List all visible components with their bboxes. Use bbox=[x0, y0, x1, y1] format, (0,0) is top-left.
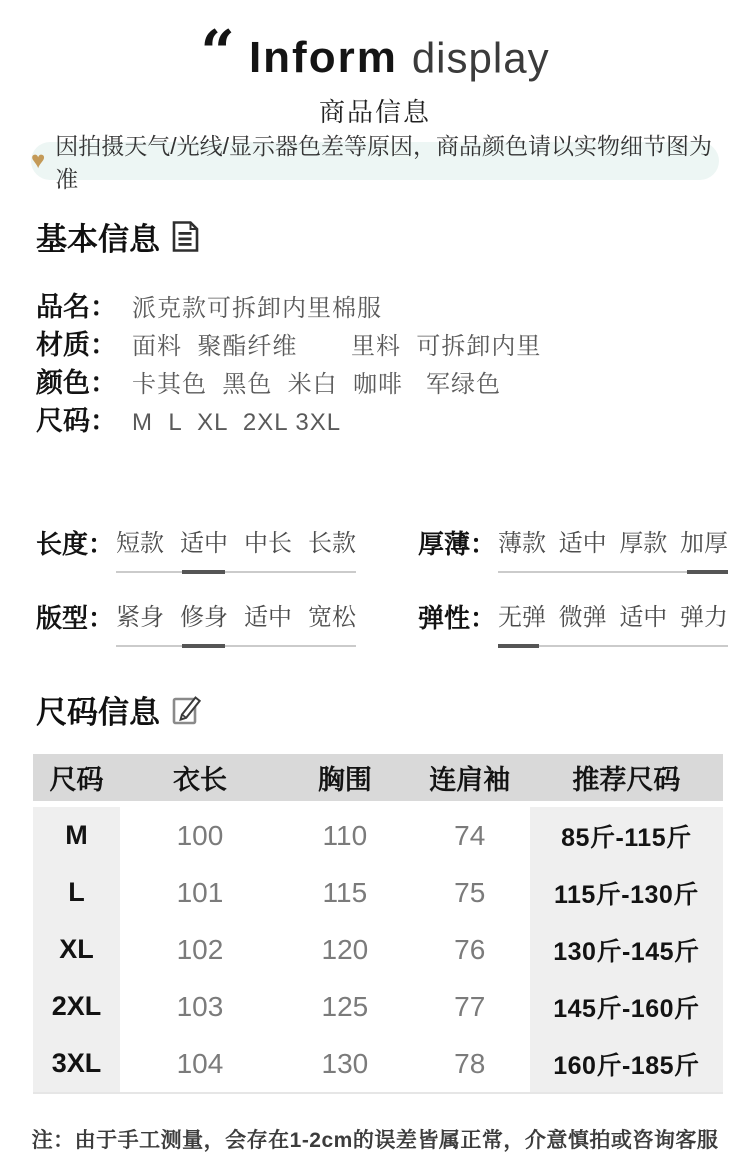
attr-options bbox=[498, 597, 728, 647]
measurement-cell: 130 bbox=[321, 1047, 369, 1079]
attr-label: 厚薄： bbox=[418, 529, 497, 559]
attribute-option-selected: 适中 bbox=[180, 530, 228, 557]
size-table-header bbox=[33, 754, 723, 801]
measurement-cell: 100 bbox=[176, 819, 224, 851]
basic-info-title-text: 基本信息 bbox=[36, 222, 160, 257]
attr-selected-marker bbox=[498, 644, 539, 648]
size-cell: M bbox=[33, 807, 120, 864]
size-info-section-title bbox=[36, 687, 750, 732]
recommend-cell: 145斤-160斤 bbox=[530, 978, 723, 1035]
size-table-header-cell: 衣长 bbox=[172, 765, 227, 795]
info-label: 材质： bbox=[36, 330, 117, 360]
attr-group-fit bbox=[36, 597, 356, 647]
info-row-size bbox=[36, 399, 750, 437]
measurement-cell: 74 bbox=[454, 819, 486, 851]
measurement-cell: 125 bbox=[321, 990, 369, 1022]
size-info-title-text: 尺码信息 bbox=[36, 695, 160, 730]
measurement-cell: 75 bbox=[454, 876, 486, 908]
attr-selected-marker bbox=[182, 570, 225, 574]
size-table-header-cell: 尺码 bbox=[49, 765, 104, 795]
page-title bbox=[0, 18, 750, 88]
page-subtitle: 商品信息 bbox=[318, 97, 431, 127]
edit-icon bbox=[172, 694, 202, 725]
attr-options bbox=[116, 523, 356, 573]
recommend-cell: 85斤-115斤 bbox=[530, 807, 723, 864]
attribute-groups bbox=[36, 523, 750, 647]
notice-banner bbox=[31, 133, 719, 192]
attribute-option: 微弹 bbox=[558, 604, 607, 631]
attribute-option: 厚款 bbox=[619, 530, 668, 557]
measurement-cell: 110 bbox=[322, 819, 368, 851]
attr-selected-marker bbox=[687, 570, 728, 574]
title-word-display: display bbox=[411, 33, 550, 82]
info-value: 卡其色 黑色 米白 咖啡 军绿色 bbox=[132, 371, 502, 398]
recommend-cell: 130斤-145斤 bbox=[530, 921, 723, 978]
basic-info-rows bbox=[36, 285, 750, 437]
size-cell: 3XL bbox=[33, 1035, 120, 1092]
attribute-option: 薄款 bbox=[498, 530, 546, 557]
info-label: 品名： bbox=[36, 292, 117, 322]
attr-label: 长度： bbox=[36, 529, 115, 559]
attr-track bbox=[116, 645, 356, 647]
attribute-option: 短款 bbox=[116, 530, 164, 557]
heart-icon: ♥ bbox=[31, 147, 46, 174]
quote-icon: “ bbox=[200, 18, 235, 88]
size-cell: XL bbox=[33, 921, 120, 978]
attr-group-length bbox=[36, 523, 356, 573]
page-header bbox=[0, 0, 750, 129]
size-cell: 2XL bbox=[33, 978, 120, 1035]
attr-group-elasticity bbox=[418, 597, 728, 647]
measurement-cell: 101 bbox=[176, 876, 224, 908]
attribute-option: 弹力 bbox=[679, 604, 728, 631]
attr-label: 弹性： bbox=[418, 603, 497, 633]
measurement-cell: 76 bbox=[454, 933, 486, 965]
size-table-body bbox=[33, 807, 723, 1094]
title-word-inform: Inform bbox=[248, 33, 398, 82]
attr-track bbox=[116, 571, 356, 573]
measurement-note: 注：由于手工测量，会存在1-2cm的误差皆属正常，介意慎拍或咨询客服 bbox=[31, 1129, 719, 1152]
measurement-cell: 115 bbox=[322, 876, 368, 908]
recommend-cell: 160斤-185斤 bbox=[530, 1035, 723, 1092]
attribute-option: 中长 bbox=[244, 530, 292, 557]
basic-info-section-title bbox=[36, 214, 750, 259]
attribute-option-selected: 加厚 bbox=[679, 530, 728, 557]
size-table-header-cell: 推荐尺码 bbox=[572, 765, 681, 795]
attr-options bbox=[498, 523, 728, 573]
measurement-cell: 120 bbox=[321, 933, 369, 965]
size-cell: L bbox=[33, 864, 120, 921]
info-label: 尺码： bbox=[36, 406, 117, 436]
attr-selected-marker bbox=[182, 644, 225, 648]
size-table bbox=[33, 754, 723, 1094]
attribute-option: 紧身 bbox=[116, 604, 164, 631]
info-row-color bbox=[36, 361, 750, 399]
measurement-cell: 78 bbox=[454, 1047, 486, 1079]
size-table-header-cell: 胸围 bbox=[317, 765, 372, 795]
document-icon bbox=[172, 221, 199, 252]
attribute-option: 适中 bbox=[619, 604, 668, 631]
measurement-cell: 77 bbox=[454, 990, 486, 1022]
measurement-cell: 104 bbox=[176, 1047, 224, 1079]
attr-group-thickness bbox=[418, 523, 728, 573]
attribute-option: 适中 bbox=[244, 604, 292, 631]
info-row-material bbox=[36, 323, 750, 361]
attribute-option: 适中 bbox=[558, 530, 607, 557]
attr-label: 版型： bbox=[36, 603, 115, 633]
measurement-cell: 103 bbox=[176, 990, 224, 1022]
attribute-option: 长款 bbox=[308, 530, 356, 557]
info-row-name bbox=[36, 285, 750, 323]
attribute-option: 宽松 bbox=[308, 604, 356, 631]
attribute-option-selected: 无弹 bbox=[498, 604, 546, 631]
info-label: 颜色： bbox=[36, 368, 117, 398]
info-value: 面料 聚酯纤维 里料 可拆卸内里 bbox=[132, 333, 542, 360]
recommend-cell: 115斤-130斤 bbox=[530, 864, 723, 921]
size-table-header-cell: 连肩袖 bbox=[429, 765, 511, 795]
info-value: 派克款可拆卸内里棉服 bbox=[132, 295, 382, 322]
measurement-cell: 102 bbox=[176, 933, 224, 965]
notice-text: 因拍摄天气/光线/显示器色差等原因，商品颜色请以实物细节图为准 bbox=[55, 133, 713, 192]
info-value: M L XL 2XL 3XL bbox=[132, 409, 342, 436]
attribute-option-selected: 修身 bbox=[180, 604, 228, 631]
attr-options bbox=[116, 597, 356, 647]
